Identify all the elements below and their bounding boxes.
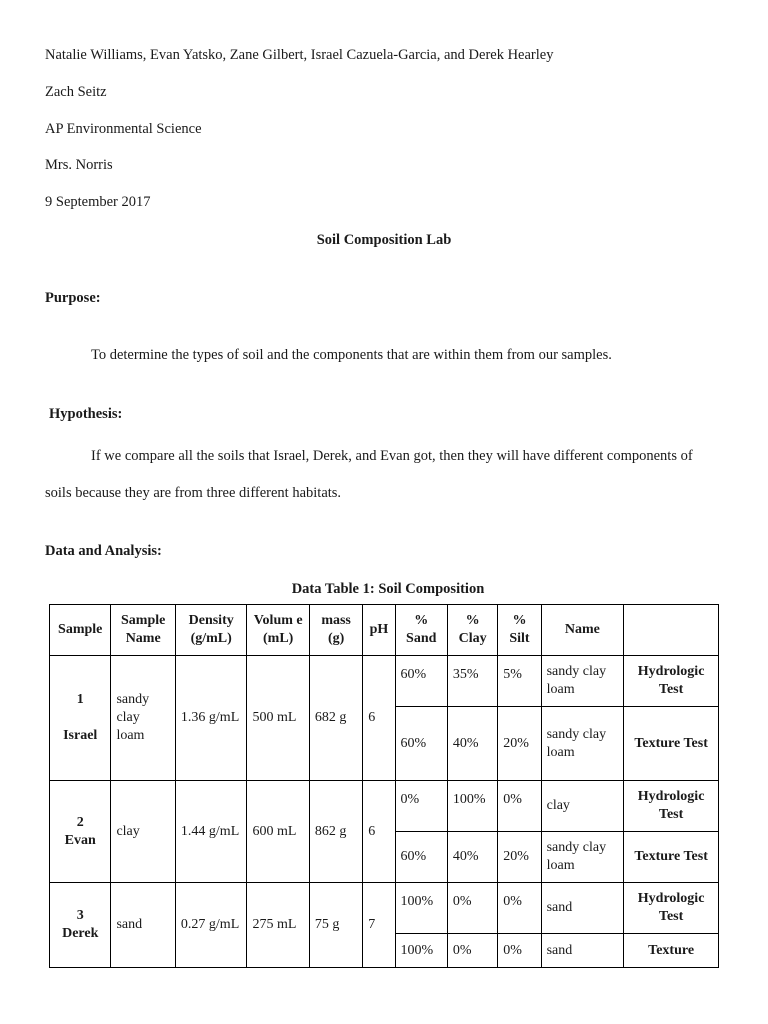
clay-cell: 40% bbox=[447, 832, 497, 883]
header-cell bbox=[624, 605, 719, 656]
partner-line: Zach Seitz bbox=[45, 84, 107, 100]
header-cell: pH bbox=[363, 605, 395, 656]
volume-cell: 275 mL bbox=[247, 883, 309, 968]
soil-name-cell: sandy clay loam bbox=[541, 832, 624, 883]
date-line: 9 September 2017 bbox=[45, 194, 151, 210]
sample-name-cell: sand bbox=[111, 883, 175, 968]
soil-name-cell: sand bbox=[541, 883, 624, 934]
soil-name-cell: sandy clay loam bbox=[541, 656, 624, 707]
mass-cell: 862 g bbox=[309, 781, 362, 883]
silt-cell: 20% bbox=[498, 832, 541, 883]
volume-cell: 600 mL bbox=[247, 781, 309, 883]
soil-composition-table bbox=[49, 604, 719, 968]
clay-cell: 0% bbox=[447, 934, 497, 968]
hypothesis-heading: Hypothesis: bbox=[49, 406, 123, 422]
header-cell: mass (g) bbox=[309, 605, 362, 656]
sample-id-cell: 1 Israel bbox=[50, 656, 111, 781]
test-cell: Texture bbox=[624, 934, 719, 968]
ph-cell: 6 bbox=[363, 781, 395, 883]
test-cell: Hydrologic Test bbox=[624, 781, 719, 832]
hypothesis-line-1: If we compare all the soils that Israel, Derek, and Evan got, then they will have different components of bbox=[91, 448, 693, 464]
data-analysis-heading: Data and Analysis: bbox=[45, 543, 162, 559]
header-cell: Density (g/mL) bbox=[175, 605, 247, 656]
table-caption: Data Table 1: Soil Composition bbox=[291, 581, 485, 597]
test-cell: Hydrologic Test bbox=[624, 656, 719, 707]
silt-cell: 0% bbox=[498, 781, 541, 832]
purpose-text: To determine the types of soil and the components that are within them from our samples. bbox=[91, 347, 612, 363]
header-cell: Sample bbox=[50, 605, 111, 656]
clay-cell: 0% bbox=[447, 883, 497, 934]
density-cell: 1.36 g/mL bbox=[175, 656, 247, 781]
soil-name-cell: clay bbox=[541, 781, 624, 832]
test-cell: Texture Test bbox=[624, 707, 719, 781]
sample-name-cell: sandy clay loam bbox=[111, 656, 175, 781]
header-cell: % Clay bbox=[447, 605, 497, 656]
soil-name-cell: sand bbox=[541, 934, 624, 968]
silt-cell: 20% bbox=[498, 707, 541, 781]
course-line: AP Environmental Science bbox=[45, 121, 202, 137]
ph-cell: 6 bbox=[363, 656, 395, 781]
mass-cell: 682 g bbox=[309, 656, 362, 781]
sand-cell: 100% bbox=[395, 934, 447, 968]
sand-cell: 0% bbox=[395, 781, 447, 832]
sand-cell: 60% bbox=[395, 707, 447, 781]
teacher-line: Mrs. Norris bbox=[45, 157, 113, 173]
table-row bbox=[50, 883, 719, 934]
clay-cell: 35% bbox=[447, 656, 497, 707]
author-line: Natalie Williams, Evan Yatsko, Zane Gilbert, Israel Cazuela-Garcia, and Derek Hearley bbox=[45, 47, 554, 63]
silt-cell: 5% bbox=[498, 656, 541, 707]
document-title: Soil Composition Lab bbox=[316, 232, 452, 248]
purpose-heading: Purpose: bbox=[45, 290, 101, 306]
test-cell: Hydrologic Test bbox=[624, 883, 719, 934]
sample-name-cell: clay bbox=[111, 781, 175, 883]
header-cell: Sample Name bbox=[111, 605, 175, 656]
silt-cell: 0% bbox=[498, 934, 541, 968]
sample-id-cell: 2 Evan bbox=[50, 781, 111, 883]
header-cell: % Silt bbox=[498, 605, 541, 656]
table-row bbox=[50, 656, 719, 707]
header-cell: Volum e (mL) bbox=[247, 605, 309, 656]
test-cell: Texture Test bbox=[624, 832, 719, 883]
soil-name-cell: sandy clay loam bbox=[541, 707, 624, 781]
clay-cell: 100% bbox=[447, 781, 497, 832]
table-row bbox=[50, 781, 719, 832]
clay-cell: 40% bbox=[447, 707, 497, 781]
mass-cell: 75 g bbox=[309, 883, 362, 968]
hypothesis-line-2: soils because they are from three different habitats. bbox=[45, 485, 342, 501]
silt-cell: 0% bbox=[498, 883, 541, 934]
density-cell: 0.27 g/mL bbox=[175, 883, 247, 968]
header-cell: % Sand bbox=[395, 605, 447, 656]
sand-cell: 100% bbox=[395, 883, 447, 934]
table-header-row bbox=[50, 605, 719, 656]
sample-id-cell: 3 Derek bbox=[50, 883, 111, 968]
density-cell: 1.44 g/mL bbox=[175, 781, 247, 883]
sand-cell: 60% bbox=[395, 656, 447, 707]
volume-cell: 500 mL bbox=[247, 656, 309, 781]
sand-cell: 60% bbox=[395, 832, 447, 883]
header-cell: Name bbox=[541, 605, 624, 656]
ph-cell: 7 bbox=[363, 883, 395, 968]
